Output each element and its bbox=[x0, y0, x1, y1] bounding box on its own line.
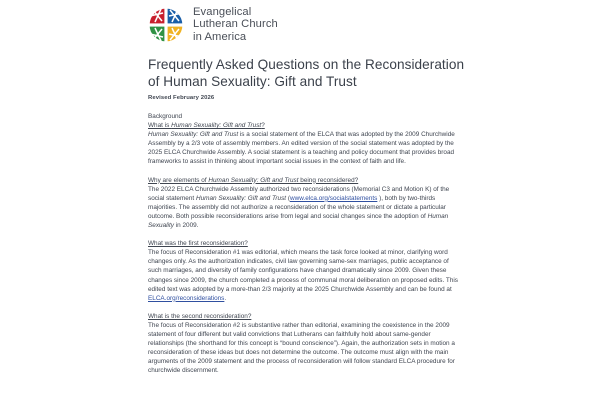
answer-paragraph-1 bbox=[148, 130, 460, 166]
wordmark-line-3: in America bbox=[193, 30, 247, 43]
wordmark-line-1: Evangelical bbox=[193, 6, 252, 18]
organization-masthead bbox=[148, 6, 278, 43]
a2-text-3: ), both by two-thirds majorities. The assembly did not authorize a reconsideration of the whole statement or dictate a particular outcome. Both possible reconsiderations arise from legal and social changes since the adoption of bbox=[148, 194, 446, 220]
a3-text-1: The focus of Reconsideration #1 was editorial, which means the task force looked at minor, clarifying word changes only. As the authorization indicates, civil law governing same-sex marriages, public acceptance of such marriages, and diversity of family configurations have changed dramatically since 2009. Given these changes since 2009, the church completed a process of communal moral deliberation on proposed edits. This edited text was adopted by a more-than 2/3 majority at the 2025 Churchwide Assembly and can be found at bbox=[148, 249, 459, 293]
organization-wordmark bbox=[193, 6, 278, 43]
title-block bbox=[148, 56, 468, 103]
a2-text-1: The 2022 ELCA Churchwide Assembly authorized two reconsiderations (Memorial C3 and Motion K) of the social statement bbox=[148, 185, 450, 202]
a2-italic-1: Human Sexuality: Gift and Trust bbox=[195, 194, 287, 202]
q2-head-italic: Human Sexuality: Gift and Trust bbox=[208, 176, 299, 184]
q2-head-tail: being reconsidered? bbox=[298, 176, 359, 184]
a2-text-4: in 2009. bbox=[173, 222, 199, 230]
document-revision-date: Revised February 2026 bbox=[148, 95, 215, 101]
question-heading-1 bbox=[148, 121, 460, 130]
elca-cross-circle-logo-icon bbox=[148, 7, 184, 43]
answer-paragraph-4: The focus of Reconsideration #2 is substantive rather than editorial, examining the coexistence in the 2009 statement of four different but valid convictions that Lutherans can faithfully hold about same-gender relationships (the shorthand for this concept is “bound conscience”). Again, the authorization sets in motion a reconsideration of these ideas but does not determine the outcome. The outcome must align with the main arguments of the 2009 statement and the process of reconsideration will follow standard ELCA procedure for churchwide discernment. bbox=[148, 321, 455, 375]
section-second-reconsideration bbox=[148, 312, 460, 376]
answer-paragraph-2 bbox=[148, 185, 460, 230]
q1-head-italic: Human Sexuality: Gift and Trust bbox=[171, 122, 262, 130]
a1-text: is a social statement of the ELCA that was adopted by the 2009 Churchwide Assembly by a 2/3 vote of assembly members. An edited version of the social statement was adopted by the 2025 ELCA Churchwide Assembly. A social statement is a teaching and policy document that provides broad frameworks to assist in thinking about important social issues in the context of faith and life. bbox=[148, 131, 455, 166]
q1-head-tail: ? bbox=[261, 122, 265, 130]
q1-head-lead: What is bbox=[148, 122, 172, 130]
section-background bbox=[148, 112, 460, 167]
page-title: Frequently Asked Questions on the Reconsideration of Human Sexuality: Gift and Trust bbox=[148, 57, 465, 89]
a2-italic-2: Human Sexuality bbox=[148, 212, 449, 230]
a3-text-2: . bbox=[224, 294, 227, 302]
a1-italic-title: Human Sexuality: Gift and Trust bbox=[148, 131, 239, 139]
a2-text-2: ( bbox=[286, 194, 290, 202]
link-reconsiderations[interactable]: ELCA.org/reconsiderations bbox=[148, 294, 225, 302]
answer-paragraph-3 bbox=[148, 248, 460, 303]
question-heading-2 bbox=[148, 176, 460, 185]
wordmark-line-2: Lutheran Church bbox=[193, 18, 278, 31]
background-heading: Background bbox=[148, 113, 183, 120]
section-first-reconsideration bbox=[148, 239, 460, 303]
section-why-reconsidered bbox=[148, 176, 460, 231]
question-heading-3: What was the first reconsideration? bbox=[148, 240, 248, 248]
question-heading-4: What is the second reconsideration? bbox=[148, 312, 252, 320]
link-socialstatements[interactable]: www.elca.org/socialstatements bbox=[289, 194, 378, 202]
document-body bbox=[148, 112, 460, 375]
q2-head-lead: Why are elements of bbox=[148, 176, 209, 184]
